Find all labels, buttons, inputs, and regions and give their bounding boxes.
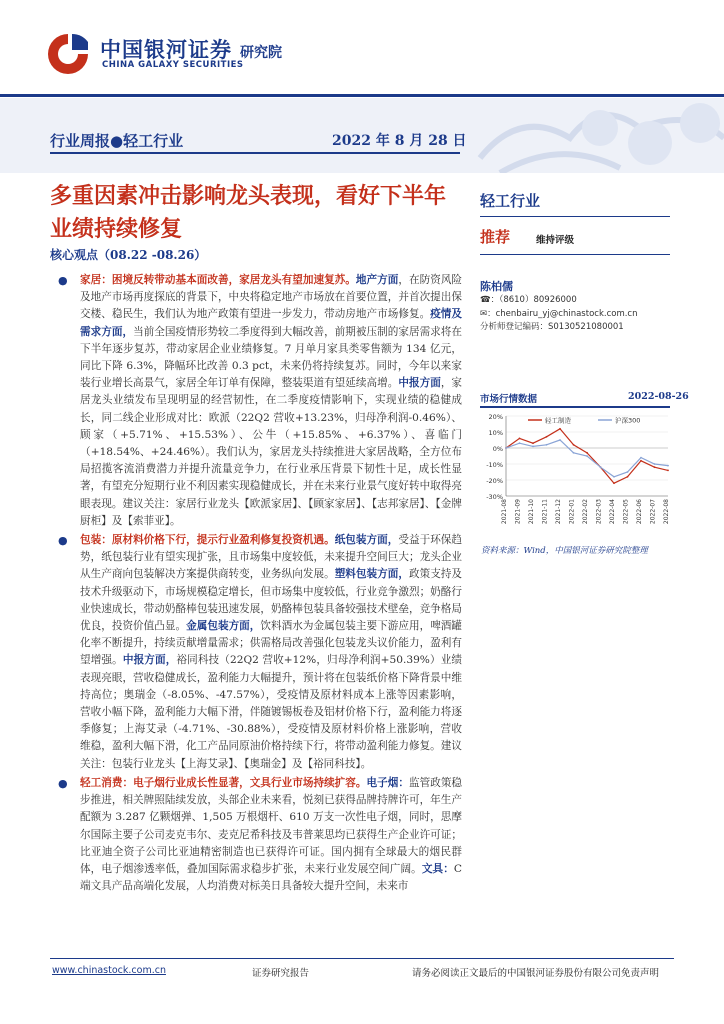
core-view-heading: 核心观点（08.22 -08.26） — [50, 248, 207, 262]
chart-point — [532, 442, 534, 444]
chart-xtick-label: 2022-08 — [663, 499, 670, 525]
chart-ytick-label: -10% — [486, 461, 503, 469]
chart-point — [532, 446, 534, 448]
sidebar-divider — [480, 254, 670, 255]
chart-point — [586, 452, 588, 454]
footer-report-type: 证券研究报告 — [252, 968, 310, 979]
market-data-date: 2022-08-26 — [628, 391, 689, 402]
bullet-icon: ● — [58, 534, 68, 548]
analyst-contact — [480, 294, 637, 335]
chart-xtick-label: 2022-07 — [649, 499, 657, 525]
analyst-name: 陈柏儒 — [480, 280, 513, 293]
company-name-en: CHINA GALAXY SECURITIES — [102, 60, 244, 70]
chart-series-line-1 — [506, 440, 668, 477]
rating-recommend: 推荐 — [480, 228, 511, 246]
chart-xtick-label: 2022-05 — [622, 499, 630, 525]
chart-point — [654, 466, 656, 468]
paragraph-light-consumer: ● 轻工消费：电子烟行业成长性显著，文具行业市场持续扩容。电子烟：监管政策稳步推进，相关牌照陆续发放，头部企业未来看，悦刻已获得品牌持牌许可，年生产配额为 3.287 亿颗烟弹、1,505 万根烟杆、610 万支一次性电子烟，同时，思摩尔国际主要子公司麦克韦尔、麦克尼希科技及韦普莱思均已获得生产企业许可证；比亚迪全资子公司比亚迪精密制造也已获得许可证。国内拥有全球最大的烟民群体，电子烟渗透率低，叠加国际需求稳步扩张，未来行业发展空间广阔。文具：C 端文具产品高端化发展，人均消费对标美日具备较大提升空间，未来市 — [58, 776, 463, 893]
footer-website-link[interactable]: www.chinastock.com.cn — [52, 965, 166, 976]
analyst-email[interactable]: ✉：chenbairu_yj@chinastock.com.cn — [480, 308, 638, 319]
chart-point — [573, 452, 575, 454]
chart-point — [519, 442, 521, 444]
chart-point — [627, 476, 629, 478]
chart-ytick-label: 0% — [492, 445, 503, 453]
company-name-cn: 中国银河证券 — [100, 38, 232, 62]
footer-disclaimer: 请务必阅读正文最后的中国银河证券股份有限公司免责声明 — [412, 968, 660, 979]
chart-ytick-label: -30% — [486, 493, 503, 501]
rating-maintain-label: 维持评级 — [536, 235, 575, 246]
bullet-icon: ● — [58, 274, 68, 287]
chart-point — [573, 444, 575, 446]
research-institute-label: 研究院 — [240, 45, 282, 61]
chart-point — [613, 482, 615, 484]
chart-point — [559, 439, 561, 441]
report-title: 多重因素冲击影响龙头表现，看好下半年业绩持续修复 — [50, 183, 447, 242]
chart-point — [640, 457, 642, 459]
chart-point — [559, 428, 561, 430]
chart-point — [667, 465, 669, 467]
chart-xtick-label: 2021-08 — [501, 499, 508, 525]
chart-xtick-label: 2021-10 — [528, 499, 535, 525]
sidebar-divider — [480, 216, 670, 217]
chart-xtick-label: 2022-03 — [595, 499, 603, 525]
chart-legend-label: 沪深300 — [615, 416, 641, 425]
report-body — [58, 272, 462, 897]
paragraph-packaging: ● 包装：原材料价格下行，提示行业盈利修复投资机遇。纸包装方面，受益于环保趋势，纸包装行业有望实现扩张，且市场集中度较低，未来提升空间巨大；龙头企业从生产商向包装解决方案提供商转变，业务纵向发展。塑料包装方面，政策支持及技术升级驱动下，市场规模稳定增长，但市场集中度较低，行业竞争激烈；奶酪行业快速成长，带动奶酪棒包装迅速发展，奶酪棒包装具备较强技术壁垒，竞争格局优良，投资价值凸显。金属包装方面，饮料酒水为金属包装主要下游应用，啤酒罐化率不断提升，持续贡献增量需求；供需格局改善强化包装龙头议价能力，盈利有望增强。中报方面，裕同科技（22Q2 营收+12%，归母净利润+50.39%）业绩表现亮眼，营收稳健成长，盈利能力大幅提升，预计将在包装纸价格下降背景中维持高位；奥瑞金（-8.05%、-47.57%），受疫情及原材料成本上涨等因素影响，营收小幅下降，盈利能力大幅下滑，伴随镀锡板卷及铝材价格下行，盈利能力将逐季修复；上海艾录（-4.71%、-30.88%），受疫情及原材料价格上涨影响，营收维稳，盈利大幅下滑，化工产品同原油价格持续下行，将带动盈利能力修复。建议关注：包装行业龙头【上海艾录】、【奥瑞金】及【裕同科技】。 — [58, 534, 463, 770]
chart-point — [505, 447, 507, 449]
chart-point — [586, 455, 588, 457]
sidebar-industry: 轻工行业 — [480, 192, 541, 210]
chart-point — [627, 471, 629, 473]
chart-point — [654, 463, 656, 465]
chart-point — [640, 460, 642, 462]
chart-ytick-label: -20% — [486, 477, 503, 485]
paragraph-home-furnishing: ● 家居：困境反转带动基本面改善，家居龙头有望加速复苏。地产方面，在防资风险及地产市场再度探底的背景下，中央将稳定地产市场放在首要位置，并首次提出保交楼、稳民生，我们认为地产政策有望进一步发力，带动房地产市场修复。疫情及需求方面，当前全国疫情形势较二季度得到大幅改善，前期被压制的家居需求将在下半年逐步复苏，带动家居企业业绩修复。7 月单月家具类零售额为 134 亿元，同比下降 6.3%，降幅环比改善 0.3 pct，未来仍将持续复苏。同时，今年以来家装行业增长高景气，家居全年订单有保障，整装渠道有望延续高增。中报方面，家居龙头业绩发布呈现明显的经营韧性，在二季度疫情影响下，实现业绩的稳健成长，同二线企业形成对比：欧派（22Q2 营收+13.23%，归母净利润-0.46%）、顾家（+5.71%、+15.53%）、公牛（+15.85%、+6.37%）、喜临门（+18.54%、+24.46%）。我们认为，家居龙头持续推进大家居战略，全方位布局招揽客流消费潜力并提升流量竞争力，在行业承压背景下韧性十足，成长性显著，有望充分短期行业不利因素实现稳健成长，并在未来行业景气度好转中取得亮眼表现。建议关注：家居行业龙头【欧派家居】、【顾家家居】、【志邦家居】、【金牌厨柜】及【索菲亚】。 — [58, 274, 463, 527]
header-divider — [0, 94, 724, 97]
chart-point — [667, 470, 669, 472]
chart-source: 资料来源：Wind，中国银河证券研究院整理 — [481, 546, 648, 556]
chart-point — [613, 476, 615, 478]
bullet-icon: ● — [58, 776, 68, 790]
report-type: 行业周报●轻工行业 — [50, 132, 184, 150]
report-date: 2022 年 8 月 28 日 — [332, 133, 467, 149]
chart-xtick-label: 2022-06 — [636, 499, 643, 525]
market-data-title: 市场行情数据 — [480, 394, 538, 405]
chart-xtick-label: 2022-02 — [582, 499, 589, 525]
banner-divider — [50, 152, 460, 154]
chart-point — [546, 436, 548, 438]
galaxy-logo-icon — [44, 30, 92, 78]
chart-ytick-label: 10% — [488, 429, 503, 437]
market-chart — [478, 408, 674, 538]
chart-legend-label: 轻工制造 — [545, 416, 571, 425]
chart-xtick-label: 2021-11 — [541, 499, 549, 525]
chart-point — [600, 466, 602, 468]
chart-xtick-label: 2022-01 — [568, 499, 576, 525]
chart-xtick-label: 2021-12 — [555, 499, 562, 525]
chart-ytick-label: 20% — [488, 413, 503, 421]
chart-point — [519, 438, 521, 440]
chart-xtick-label: 2022-04 — [609, 499, 616, 525]
analyst-phone: ☎：（8610）80926000 — [480, 295, 577, 305]
analyst-registration: 分析师登记编码：S0130521080001 — [480, 322, 624, 332]
chart-xtick-label: 2021-09 — [514, 499, 522, 525]
footer-divider — [50, 958, 674, 959]
chart-point — [546, 444, 548, 446]
